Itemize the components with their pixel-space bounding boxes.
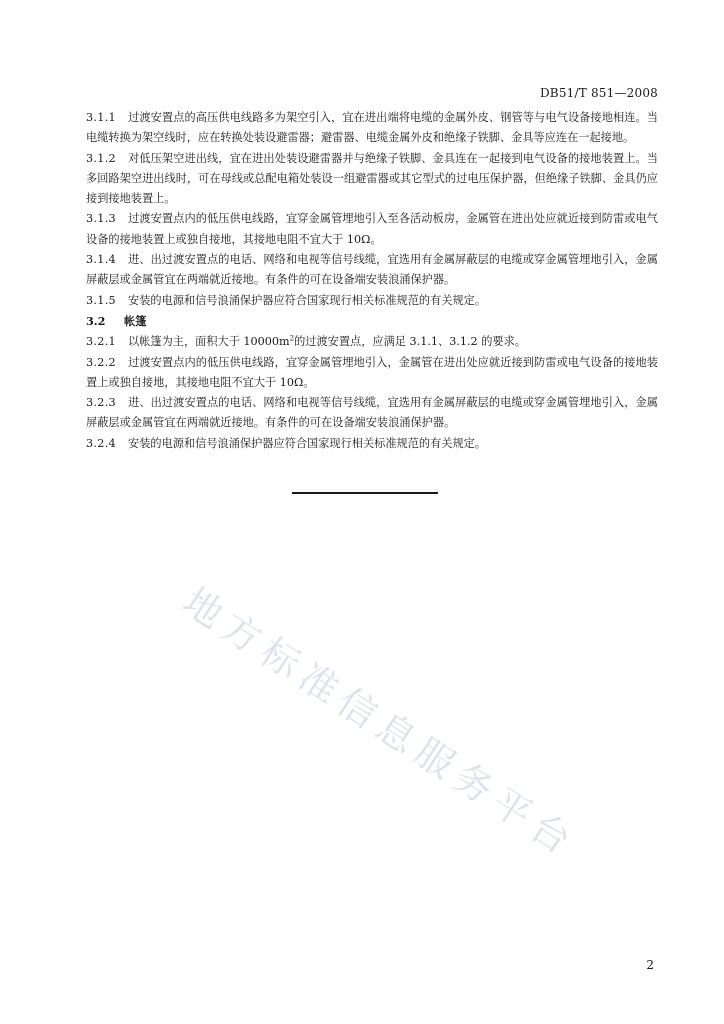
clause-number: 3.2.3 bbox=[86, 396, 116, 410]
clause-3-2-3 bbox=[86, 393, 658, 434]
clause-3-1-5 bbox=[86, 291, 658, 311]
clause-text-after-superscript: 的过渡安置点，应满足 3.1.1、3.1.2 的要求。 bbox=[294, 335, 526, 349]
clause-text: 过渡安置点内的低压供电线路，宜穿金属管埋地引入至各活动板房，金属管在进出处应就近接到防雷或电气设备的接地装置上或独自接地，其接地电阻不宜大于 10Ω。 bbox=[86, 212, 658, 246]
section-heading-3-2 bbox=[86, 311, 658, 332]
clause-number: 3.2.2 bbox=[86, 355, 116, 369]
clause-text: 对低压架空进出线，宜在进出处装设避雷器并与绝缘子铁脚、金具连在一起接到电气设备的接地装置上。当多回路架空进出线时，可在母线或总配电箱处装设一组避雷器或其它型式的过电压保护器，但绝缘子铁脚、金具仍应接到接地装置上。 bbox=[86, 151, 658, 206]
section-number: 3.2 bbox=[86, 313, 106, 328]
area-unit-superscript: 2 bbox=[289, 334, 295, 343]
clause-number: 3.1.1 bbox=[86, 111, 116, 124]
clause-text: 进、出过渡安置点的电话、网络和电视等信号线缆，宜选用有金属屏蔽层的电缆或穿金属管埋地引入，金属屏蔽层或金属管宜在两端就近接地。有条件的可在设备端安装浪涌保护器。 bbox=[86, 253, 658, 287]
clause-3-2-1 bbox=[86, 332, 658, 352]
clause-text: 过渡安置点的高压供电线路多为架空引入，宜在进出端将电缆的金属外皮、钢管等与电气设备接地相连。当电缆转换为架空线时，应在转换处装设避雷器；避雷器、电缆金属外皮和绝缘子铁脚、金具等应连在一起接地。 bbox=[86, 111, 658, 145]
clause-3-1-4 bbox=[86, 250, 658, 291]
clause-number: 3.1.3 bbox=[86, 212, 116, 226]
clause-3-2-2 bbox=[86, 353, 658, 394]
clause-text: 过渡安置点内的低压供电线路，宜穿金属管埋地引入，金属管在进出处应就近接到防雷或电气设备的接地装置上或独自接地，其接地电阻不宜大于 10Ω。 bbox=[86, 355, 658, 389]
clause-text: 安装的电源和信号浪涌保护器应符合国家现行相关标准规范的有关规定。 bbox=[128, 436, 487, 450]
clause-3-1-2 bbox=[86, 149, 658, 210]
page-number: 2 bbox=[646, 958, 654, 972]
clause-3-2-4 bbox=[86, 434, 658, 454]
clause-number: 3.1.5 bbox=[86, 293, 116, 307]
section-title: 帐篷 bbox=[124, 313, 147, 328]
clause-text-before-superscript: 以帐篷为主，面积大于 10000m bbox=[128, 335, 290, 349]
clause-number: 3.1.2 bbox=[86, 151, 116, 165]
end-of-document-rule bbox=[292, 492, 438, 494]
clause-3-1-3 bbox=[86, 209, 658, 250]
platform-watermark: 地方标准信息服务平台 bbox=[175, 579, 585, 867]
document-id-header: DB51/T 851—2008 bbox=[539, 86, 658, 100]
clause-number: 3.2.4 bbox=[86, 436, 116, 450]
clause-number: 3.1.4 bbox=[86, 253, 116, 267]
clause-text: 安装的电源和信号浪涌保护器应符合国家现行相关标准规范的有关规定。 bbox=[128, 293, 487, 307]
standard-body-text bbox=[86, 108, 658, 454]
clause-number: 3.2.1 bbox=[86, 335, 116, 349]
clause-3-1-1 bbox=[86, 108, 658, 149]
clause-text: 进、出过渡安置点的电话、网络和电视等信号线缆，宜选用有金属屏蔽层的电缆或穿金属管埋地引入，金属屏蔽层或金属管宜在两端就近接地。有条件的可在设备端安装浪涌保护器。 bbox=[86, 396, 658, 430]
